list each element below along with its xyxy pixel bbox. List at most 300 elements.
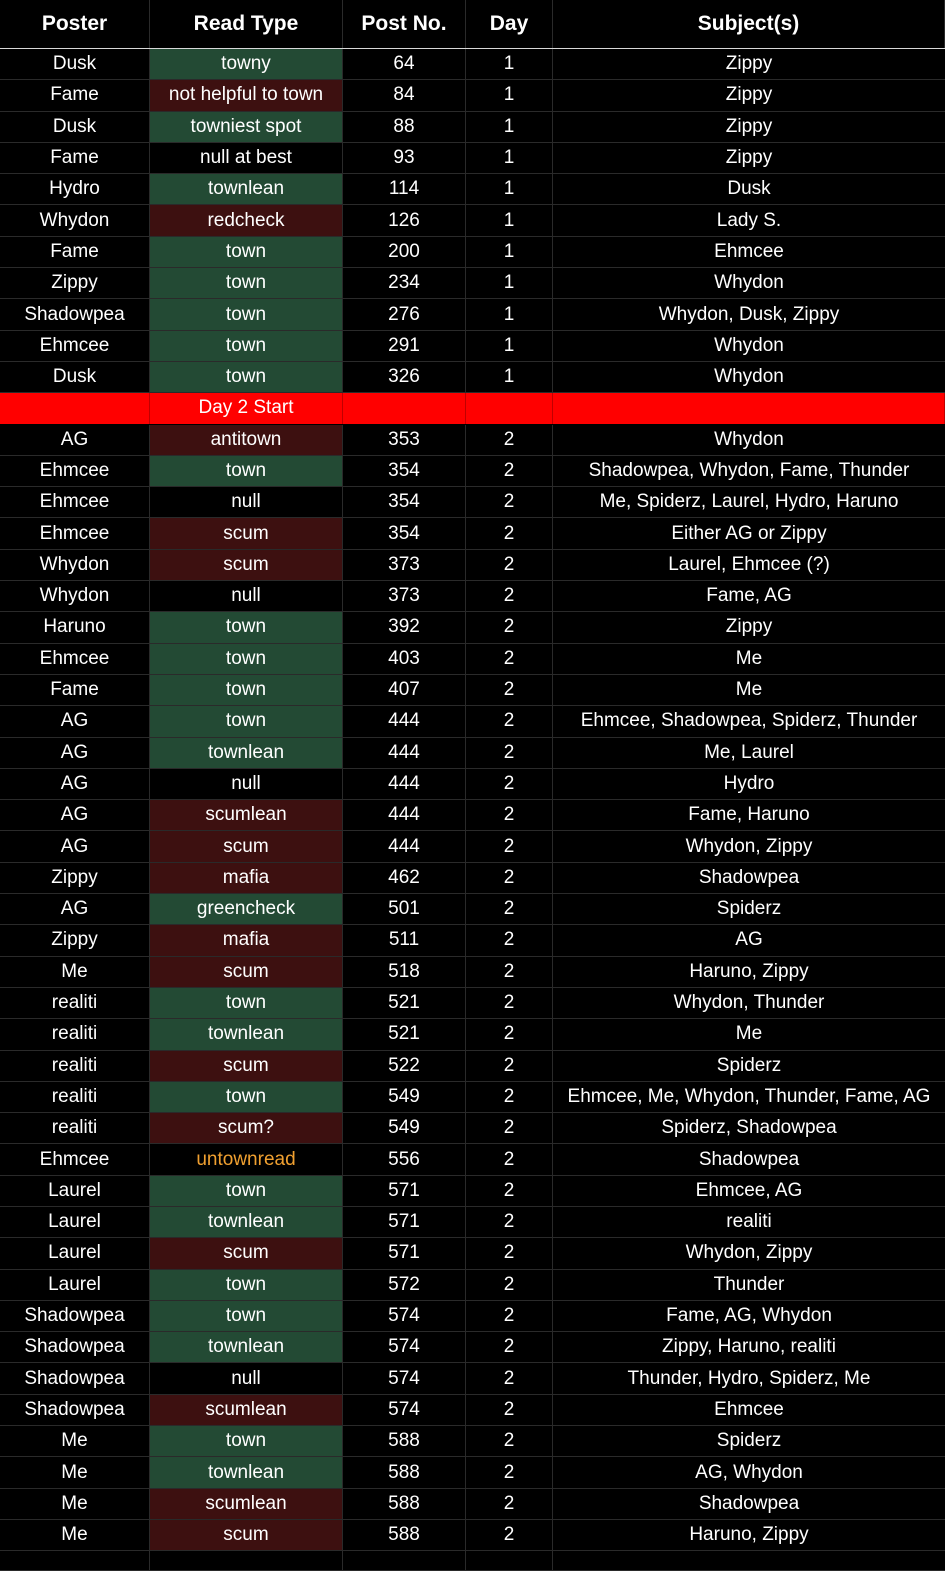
subjects-cell[interactable]: Spiderz <box>716 1054 782 1076</box>
poster-cell[interactable]: Fame <box>0 237 150 267</box>
read-type-cell[interactable]: scumlean <box>150 800 343 830</box>
table-row <box>0 988 945 1019</box>
table-row <box>0 894 945 925</box>
post-no-cell[interactable]: 556 <box>343 1144 466 1174</box>
table-row <box>0 706 945 737</box>
subjects-cell[interactable]: Shadowpea <box>698 1492 800 1514</box>
post-no-cell[interactable]: 521 <box>343 988 466 1018</box>
header-day[interactable]: Day <box>466 0 553 48</box>
table-row <box>0 644 945 675</box>
day-cell[interactable]: 1 <box>466 362 553 392</box>
table-row <box>0 800 945 831</box>
table-row <box>0 1395 945 1426</box>
post-no-cell[interactable]: 354 <box>343 456 466 486</box>
header-post-no[interactable]: Post No. <box>343 0 466 48</box>
day-cell[interactable]: 1 <box>466 205 553 235</box>
day-cell[interactable]: 1 <box>466 268 553 298</box>
day-cell[interactable]: 2 <box>466 644 553 674</box>
post-no-cell[interactable]: 353 <box>343 425 466 455</box>
post-no-cell[interactable]: 588 <box>343 1457 466 1487</box>
day-cell[interactable] <box>466 1551 553 1570</box>
subjects-cell[interactable]: Whydon <box>714 272 784 294</box>
subjects-cell[interactable]: Haruno, Zippy <box>689 960 809 982</box>
subjects-cell[interactable]: Dusk <box>727 178 771 200</box>
post-no-cell[interactable]: 326 <box>343 362 466 392</box>
poster-cell[interactable]: Fame <box>0 143 150 173</box>
table-row <box>0 612 945 643</box>
subjects-cell[interactable]: Thunder, Hydro, Spiderz, Me <box>627 1367 871 1389</box>
read-type-cell[interactable]: town <box>150 456 343 486</box>
day-cell[interactable]: 2 <box>466 1113 553 1143</box>
subjects-cell[interactable]: Zippy <box>725 84 773 106</box>
day-cell[interactable]: 1 <box>466 49 553 79</box>
poster-cell[interactable]: Zippy <box>0 863 150 893</box>
subjects-cell[interactable]: Whydon, Dusk, Zippy <box>658 303 840 325</box>
table-header-row <box>0 0 945 49</box>
post-no-cell[interactable]: 126 <box>343 205 466 235</box>
subjects-cell[interactable]: Zippy, Haruno, realiti <box>662 1336 836 1358</box>
poster-cell[interactable]: Fame <box>0 675 150 705</box>
subjects-cell[interactable] <box>553 393 945 423</box>
post-no-cell[interactable]: 501 <box>343 894 466 924</box>
subjects-cell[interactable]: Zippy <box>725 53 773 75</box>
read-type-cell[interactable]: townlean <box>150 1332 343 1362</box>
subjects-cell[interactable]: Spiderz <box>716 1430 782 1452</box>
poster-cell[interactable]: AG <box>0 425 150 455</box>
table-row <box>0 487 945 518</box>
poster-cell[interactable]: Haruno <box>0 612 150 642</box>
table-row <box>0 1082 945 1113</box>
post-no-cell[interactable]: 234 <box>343 268 466 298</box>
read-type-cell[interactable]: untownread <box>150 1144 343 1174</box>
day-cell[interactable]: 2 <box>466 831 553 861</box>
table-row <box>0 362 945 393</box>
day-cell[interactable]: 1 <box>466 112 553 142</box>
poster-cell[interactable]: realiti <box>0 1019 150 1049</box>
poster-cell[interactable]: AG <box>0 894 150 924</box>
table-row <box>0 675 945 706</box>
table-row <box>0 1301 945 1332</box>
table-row <box>0 581 945 612</box>
day-cell[interactable]: 2 <box>466 1395 553 1425</box>
subjects-cell[interactable]: Haruno, Zippy <box>689 1524 809 1546</box>
day-cell[interactable]: 2 <box>466 1051 553 1081</box>
header-poster[interactable]: Poster <box>0 0 150 48</box>
day-cell[interactable] <box>466 393 553 423</box>
read-type-cell[interactable]: town <box>150 644 343 674</box>
subjects-cell[interactable]: Whydon <box>714 334 784 356</box>
subjects-cell[interactable]: Whydon <box>714 366 784 388</box>
read-type-cell[interactable]: greencheck <box>150 894 343 924</box>
header-read-type[interactable]: Read Type <box>150 0 343 48</box>
subjects-cell[interactable]: Fame, AG, Whydon <box>666 1305 832 1327</box>
day-cell[interactable]: 2 <box>466 957 553 987</box>
table-row <box>0 1238 945 1269</box>
subjects-cell[interactable]: Me, Spiderz, Laurel, Hydro, Haruno <box>599 491 899 513</box>
day-cell[interactable]: 2 <box>466 487 553 517</box>
poster-cell[interactable]: Dusk <box>0 112 150 142</box>
table-row <box>0 518 945 549</box>
table-row <box>0 769 945 800</box>
poster-cell[interactable]: Hydro <box>0 174 150 204</box>
day-cell[interactable]: 2 <box>466 1301 553 1331</box>
subjects-cell[interactable]: Ehmcee <box>714 240 784 262</box>
poster-cell[interactable]: Me <box>0 957 150 987</box>
poster-cell[interactable]: realiti <box>0 988 150 1018</box>
table-row <box>0 1426 945 1457</box>
read-type-cell[interactable]: scum <box>150 1051 343 1081</box>
read-type-cell[interactable]: antitown <box>150 425 343 455</box>
subjects-cell[interactable] <box>553 1551 945 1570</box>
post-no-cell[interactable]: 403 <box>343 644 466 674</box>
table-row <box>0 1489 945 1520</box>
post-no-cell[interactable]: 462 <box>343 863 466 893</box>
read-type-cell[interactable]: towniest spot <box>150 112 343 142</box>
table-row <box>0 112 945 143</box>
subjects-cell[interactable]: AG <box>735 929 763 951</box>
subjects-cell[interactable]: Shadowpea, Whydon, Fame, Thunder <box>588 460 910 481</box>
poster-cell[interactable]: Laurel <box>0 1270 150 1300</box>
read-type-cell[interactable]: townlean <box>150 174 343 204</box>
table-row <box>0 268 945 299</box>
day-cell[interactable]: 2 <box>466 1207 553 1237</box>
read-type-cell[interactable]: scum <box>150 957 343 987</box>
table-row <box>0 550 945 581</box>
table-row <box>0 205 945 236</box>
post-no-cell[interactable]: 444 <box>343 800 466 830</box>
read-type-cell[interactable]: scumlean <box>150 1395 343 1425</box>
subjects-cell[interactable]: Spiderz <box>716 898 782 920</box>
read-type-cell[interactable]: scum <box>150 550 343 580</box>
post-no-cell[interactable]: 572 <box>343 1270 466 1300</box>
poster-cell[interactable] <box>0 393 150 423</box>
subjects-cell[interactable]: Fame, AG <box>706 585 792 607</box>
table-row <box>0 456 945 487</box>
table-row <box>0 1019 945 1050</box>
table-body <box>0 49 945 1551</box>
read-type-cell[interactable]: town <box>150 299 343 329</box>
table-row <box>0 831 945 862</box>
subjects-cell[interactable]: Spiderz, Shadowpea <box>661 1117 837 1139</box>
subjects-cell[interactable]: Whydon, Zippy <box>685 835 813 857</box>
day-cell[interactable]: 2 <box>466 456 553 486</box>
day-cell[interactable]: 2 <box>466 706 553 736</box>
subjects-cell[interactable]: Hydro <box>723 772 775 794</box>
read-type-cell[interactable]: scum <box>150 1238 343 1268</box>
table-row <box>0 1144 945 1175</box>
table-row <box>0 425 945 456</box>
read-type-cell[interactable]: scum? <box>150 1113 343 1143</box>
table-row <box>0 1113 945 1144</box>
table-row <box>0 1363 945 1394</box>
day-cell[interactable]: 2 <box>466 738 553 768</box>
read-type-cell[interactable]: null <box>150 1363 343 1393</box>
poster-cell[interactable]: Ehmcee <box>0 331 150 361</box>
read-type-cell[interactable]: towny <box>150 49 343 79</box>
day-cell[interactable]: 1 <box>466 299 553 329</box>
table-row <box>0 143 945 174</box>
read-type-cell[interactable]: town <box>150 362 343 392</box>
poster-cell[interactable]: realiti <box>0 1082 150 1112</box>
day-cell[interactable]: 2 <box>466 425 553 455</box>
subjects-cell[interactable]: Laurel, Ehmcee (?) <box>668 553 830 575</box>
day-cell[interactable]: 2 <box>466 1332 553 1362</box>
table-row <box>0 174 945 205</box>
day-cell[interactable]: 1 <box>466 143 553 173</box>
day-cell[interactable]: 2 <box>466 1489 553 1519</box>
read-type-cell[interactable]: town <box>150 1176 343 1206</box>
subjects-cell[interactable]: Fame, Haruno <box>688 804 810 826</box>
poster-cell[interactable]: Me <box>0 1489 150 1519</box>
table-row <box>0 1207 945 1238</box>
post-no-cell[interactable]: 84 <box>343 80 466 110</box>
day-cell[interactable]: 2 <box>466 1238 553 1268</box>
table-row <box>0 1457 945 1488</box>
post-no-cell[interactable]: 373 <box>343 581 466 611</box>
read-type-cell[interactable]: town <box>150 237 343 267</box>
day-cell[interactable]: 1 <box>466 237 553 267</box>
day-cell[interactable]: 2 <box>466 863 553 893</box>
post-no-cell[interactable]: 354 <box>343 487 466 517</box>
day-cell[interactable]: 2 <box>466 769 553 799</box>
day-cell[interactable]: 2 <box>466 1363 553 1393</box>
table-row <box>0 299 945 330</box>
read-type-cell[interactable]: null <box>150 487 343 517</box>
subjects-cell[interactable]: Ehmcee, Me, Whydon, Thunder, Fame, AG <box>567 1085 931 1107</box>
table-row <box>0 237 945 268</box>
post-no-cell[interactable]: 588 <box>343 1489 466 1519</box>
post-no-cell[interactable]: 276 <box>343 299 466 329</box>
read-type-cell[interactable]: mafia <box>150 863 343 893</box>
subjects-cell[interactable]: Me, Laurel <box>704 741 794 763</box>
poster-cell[interactable]: Zippy <box>0 268 150 298</box>
poster-cell[interactable]: Zippy <box>0 925 150 955</box>
table-row <box>0 738 945 769</box>
post-no-cell[interactable]: 88 <box>343 112 466 142</box>
table-row <box>0 80 945 111</box>
subjects-cell[interactable]: Me <box>735 1023 763 1045</box>
poster-cell[interactable]: Me <box>0 1520 150 1550</box>
post-no-cell[interactable]: 444 <box>343 706 466 736</box>
day-cell[interactable]: 2 <box>466 1019 553 1049</box>
poster-cell[interactable]: Ehmcee <box>0 1144 150 1174</box>
post-no-cell[interactable]: 571 <box>343 1207 466 1237</box>
subjects-cell[interactable]: Whydon, Zippy <box>685 1242 813 1264</box>
day-cell[interactable]: 2 <box>466 1426 553 1456</box>
day-cell[interactable]: 1 <box>466 174 553 204</box>
poster-cell[interactable]: Laurel <box>0 1207 150 1237</box>
read-type-cell[interactable]: scumlean <box>150 1489 343 1519</box>
post-no-cell[interactable]: 574 <box>343 1332 466 1362</box>
poster-cell[interactable]: Ehmcee <box>0 487 150 517</box>
read-type-cell[interactable]: scum <box>150 518 343 548</box>
poster-cell[interactable]: AG <box>0 706 150 736</box>
post-no-cell[interactable]: 511 <box>343 925 466 955</box>
post-no-cell[interactable]: 200 <box>343 237 466 267</box>
subjects-cell[interactable]: Whydon <box>714 428 784 450</box>
poster-cell[interactable]: Ehmcee <box>0 456 150 486</box>
day-cell[interactable]: 2 <box>466 1144 553 1174</box>
poster-cell[interactable]: Shadowpea <box>0 1363 150 1393</box>
subjects-cell[interactable]: Me <box>735 647 763 669</box>
read-type-cell[interactable]: town <box>150 612 343 642</box>
day-cell[interactable]: 1 <box>466 80 553 110</box>
read-type-cell[interactable]: town <box>150 331 343 361</box>
poster-cell[interactable]: realiti <box>0 1051 150 1081</box>
read-type-cell[interactable]: townlean <box>150 1457 343 1487</box>
subjects-cell[interactable]: Zippy <box>725 147 773 169</box>
post-no-cell[interactable]: 444 <box>343 769 466 799</box>
table-row <box>0 1176 945 1207</box>
post-no-cell[interactable]: 571 <box>343 1238 466 1268</box>
post-no-cell[interactable]: 521 <box>343 1019 466 1049</box>
post-no-cell[interactable]: 407 <box>343 675 466 705</box>
day-cell[interactable]: 2 <box>466 1270 553 1300</box>
poster-cell[interactable]: Dusk <box>0 49 150 79</box>
read-type-cell[interactable]: null <box>150 769 343 799</box>
read-type-cell[interactable]: town <box>150 675 343 705</box>
poster-cell[interactable]: Laurel <box>0 1238 150 1268</box>
post-no-cell[interactable]: 522 <box>343 1051 466 1081</box>
subjects-cell[interactable]: Me <box>735 679 763 701</box>
read-type-cell[interactable] <box>150 1551 343 1570</box>
post-no-cell[interactable]: 588 <box>343 1426 466 1456</box>
post-no-cell[interactable]: 588 <box>343 1520 466 1550</box>
subjects-cell[interactable]: realiti <box>726 1211 772 1233</box>
subjects-cell[interactable]: Ehmcee <box>714 1398 784 1420</box>
read-type-cell[interactable]: town <box>150 1270 343 1300</box>
subjects-cell[interactable]: Shadowpea <box>698 866 800 888</box>
poster-cell[interactable] <box>0 1551 150 1570</box>
post-no-cell[interactable]: 93 <box>343 143 466 173</box>
header-subjects[interactable]: Subject(s) <box>553 0 945 48</box>
poster-cell[interactable]: Shadowpea <box>0 1332 150 1362</box>
read-type-cell[interactable]: town <box>150 1426 343 1456</box>
subjects-cell[interactable]: Shadowpea <box>698 1148 800 1170</box>
subjects-cell[interactable]: Ehmcee, AG <box>695 1179 803 1201</box>
poster-cell[interactable]: Whydon <box>0 205 150 235</box>
subjects-cell[interactable]: Whydon, Thunder <box>673 992 825 1014</box>
poster-cell[interactable]: Me <box>0 1457 150 1487</box>
table-row <box>0 925 945 956</box>
read-type-cell[interactable]: not helpful to town <box>150 80 343 110</box>
day-cell[interactable]: 2 <box>466 1176 553 1206</box>
post-no-cell[interactable]: 549 <box>343 1082 466 1112</box>
poster-cell[interactable]: AG <box>0 769 150 799</box>
subjects-cell[interactable]: Zippy <box>725 616 773 638</box>
read-type-cell[interactable]: scum <box>150 1520 343 1550</box>
poster-cell[interactable]: Ehmcee <box>0 644 150 674</box>
day-cell[interactable]: 2 <box>466 675 553 705</box>
table-row <box>0 1332 945 1363</box>
post-no-cell[interactable]: 574 <box>343 1363 466 1393</box>
post-no-cell[interactable]: 518 <box>343 957 466 987</box>
day-cell[interactable]: 2 <box>466 1082 553 1112</box>
post-no-cell[interactable]: 574 <box>343 1301 466 1331</box>
poster-cell[interactable]: Ehmcee <box>0 518 150 548</box>
day-cell[interactable]: 2 <box>466 1520 553 1550</box>
poster-cell[interactable]: AG <box>0 738 150 768</box>
read-type-cell[interactable]: town <box>150 706 343 736</box>
post-no-cell[interactable]: 64 <box>343 49 466 79</box>
day-cell[interactable]: 1 <box>466 331 553 361</box>
post-no-cell[interactable] <box>343 393 466 423</box>
poster-cell[interactable]: AG <box>0 831 150 861</box>
poster-cell[interactable]: AG <box>0 800 150 830</box>
day-cell[interactable]: 2 <box>466 518 553 548</box>
poster-cell[interactable]: Shadowpea <box>0 299 150 329</box>
post-no-cell[interactable]: 114 <box>343 174 466 204</box>
read-type-cell[interactable]: town <box>150 1082 343 1112</box>
table-row-partial <box>0 1551 945 1571</box>
day-cell[interactable]: 2 <box>466 800 553 830</box>
poster-cell[interactable]: Dusk <box>0 362 150 392</box>
poster-cell[interactable]: realiti <box>0 1113 150 1143</box>
poster-cell[interactable]: Whydon <box>0 550 150 580</box>
post-no-cell[interactable]: 392 <box>343 612 466 642</box>
read-type-cell[interactable]: townlean <box>150 1207 343 1237</box>
subjects-cell[interactable]: Zippy <box>725 115 773 137</box>
post-no-cell[interactable]: 571 <box>343 1176 466 1206</box>
table-row <box>0 331 945 362</box>
read-type-cell[interactable]: townlean <box>150 1019 343 1049</box>
table-row <box>0 49 945 80</box>
post-no-cell[interactable]: 373 <box>343 550 466 580</box>
post-no-cell[interactable]: 444 <box>343 831 466 861</box>
day-cell[interactable]: 2 <box>466 612 553 642</box>
table-row <box>0 957 945 988</box>
read-type-cell[interactable]: townlean <box>150 738 343 768</box>
read-type-cell[interactable]: null at best <box>150 143 343 173</box>
poster-cell[interactable]: Shadowpea <box>0 1395 150 1425</box>
poster-cell[interactable]: Shadowpea <box>0 1301 150 1331</box>
read-type-cell[interactable]: mafia <box>150 925 343 955</box>
poster-cell[interactable]: Me <box>0 1426 150 1456</box>
read-type-cell[interactable]: town <box>150 988 343 1018</box>
table-row <box>0 1520 945 1551</box>
read-type-cell[interactable]: Day 2 Start <box>150 393 343 423</box>
subjects-cell[interactable]: Either AG or Zippy <box>671 522 827 544</box>
day-cell[interactable]: 2 <box>466 581 553 611</box>
subjects-cell[interactable]: Ehmcee, Shadowpea, Spiderz, Thunder <box>580 710 918 732</box>
read-type-cell[interactable]: scum <box>150 831 343 861</box>
post-no-cell[interactable]: 549 <box>343 1113 466 1143</box>
post-no-cell[interactable]: 354 <box>343 518 466 548</box>
table-row <box>0 1270 945 1301</box>
subjects-cell[interactable]: AG, Whydon <box>695 1461 803 1483</box>
read-type-cell[interactable]: null <box>150 581 343 611</box>
subjects-cell[interactable]: Lady S. <box>716 209 782 231</box>
table-row <box>0 1051 945 1082</box>
post-no-cell[interactable]: 291 <box>343 331 466 361</box>
day-cell[interactable]: 2 <box>466 894 553 924</box>
day-cell[interactable]: 2 <box>466 988 553 1018</box>
day-cell[interactable]: 2 <box>466 1457 553 1487</box>
post-no-cell[interactable]: 574 <box>343 1395 466 1425</box>
post-no-cell[interactable]: 444 <box>343 738 466 768</box>
read-type-cell[interactable]: redcheck <box>150 205 343 235</box>
read-type-cell[interactable]: town <box>150 1301 343 1331</box>
day-start-row <box>0 393 945 424</box>
poster-cell[interactable]: Fame <box>0 80 150 110</box>
poster-cell[interactable]: Laurel <box>0 1176 150 1206</box>
day-cell[interactable]: 2 <box>466 925 553 955</box>
subjects-cell[interactable]: Thunder <box>713 1273 785 1295</box>
read-type-cell[interactable]: town <box>150 268 343 298</box>
poster-cell[interactable]: Whydon <box>0 581 150 611</box>
day-cell[interactable]: 2 <box>466 550 553 580</box>
post-no-cell[interactable] <box>343 1551 466 1570</box>
